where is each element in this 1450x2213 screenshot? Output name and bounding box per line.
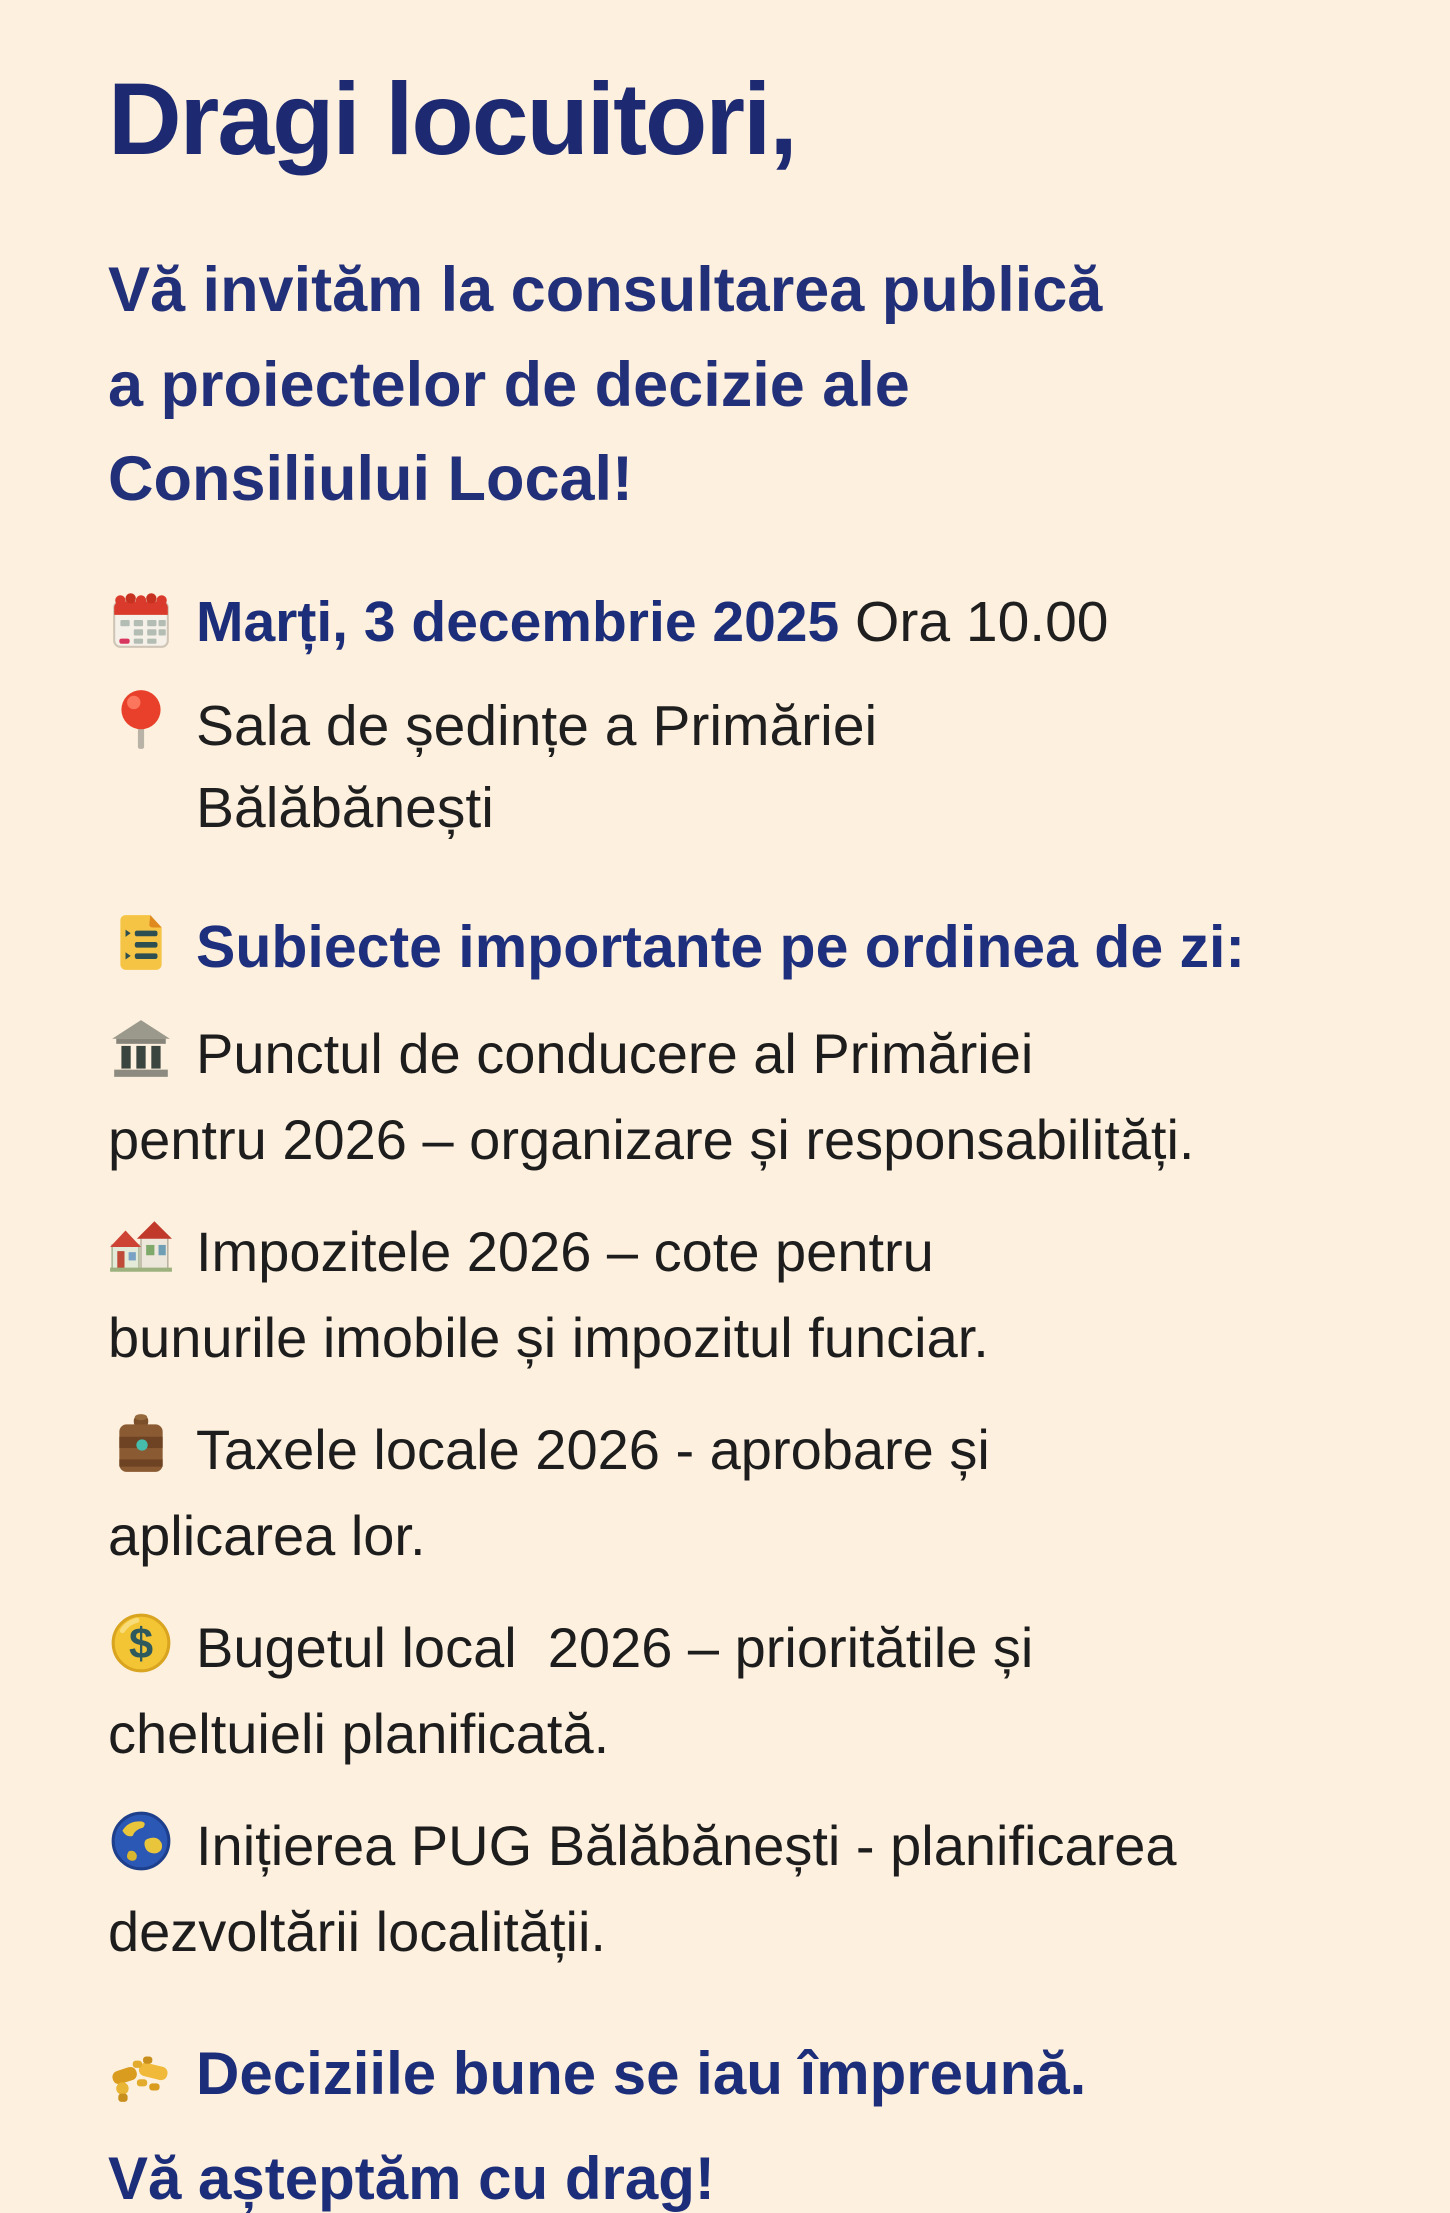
- footer-message: Deciziile bune se iau împreună.: [196, 2039, 1087, 2107]
- agenda-item: [108, 1014, 1380, 1180]
- footer: [108, 2038, 1380, 2213]
- agenda-item-text-cont: bunurile imobile și impozitul funciar.: [108, 1305, 989, 1369]
- agenda-item-text: Impozitele 2026 – cote pentru: [196, 1219, 934, 1283]
- location-line-1: Sala de ședințe a Primăriei: [196, 693, 878, 758]
- location-line-2: Bălăbănești: [196, 776, 494, 841]
- footer-closing: Vă așteptăm cu drag!: [108, 2144, 715, 2212]
- event-time: Ora 10.00: [839, 589, 1109, 654]
- agenda-header: [108, 914, 1380, 982]
- handshake-icon: [108, 2040, 174, 2106]
- intro-line-1: Vă invităm la consultarea publică: [108, 255, 1103, 326]
- footer-line-1-row: [108, 2038, 1380, 2110]
- agenda-item-text-cont: dezvoltării localității.: [108, 1899, 606, 1963]
- calendar-icon: [108, 587, 174, 653]
- agenda-item-text: Inițierea PUG Bălăbănești - planificarea: [196, 1813, 1177, 1877]
- event-location-text: [196, 685, 877, 850]
- agenda-header-label: Subiecte importante pe ordinea de zi:: [196, 913, 1246, 980]
- svg-text:$: $: [128, 1620, 154, 1669]
- event-date: Marți, 3 decembrie 2025: [196, 589, 840, 654]
- page-title: Dragi locuitori,: [108, 62, 796, 176]
- pushpin-icon: [108, 687, 174, 753]
- briefcase-icon: [108, 1412, 174, 1478]
- event-date-text: [196, 585, 1109, 659]
- houses-icon: [108, 1214, 174, 1280]
- intro-paragraph: [108, 243, 1380, 527]
- agenda-item-text-cont: cheltuieli planificată.: [108, 1701, 610, 1765]
- agenda-item: [108, 1212, 1380, 1378]
- agenda-item: [108, 1608, 1380, 1774]
- agenda-item-text-cont: pentru 2026 – organizare și responsabilități.: [108, 1107, 1195, 1171]
- dollar-coin-icon: [108, 1610, 174, 1676]
- agenda-item-text-cont: aplicarea lor.: [108, 1503, 426, 1567]
- intro-line-3: Consiliului Local!: [108, 444, 634, 515]
- bank-building-icon: [108, 1016, 174, 1082]
- agenda-item: [108, 1806, 1380, 1972]
- agenda-item-text: Punctul de conducere al Primăriei: [196, 1021, 1034, 1085]
- document-list-icon: [108, 910, 174, 976]
- event-date-row: [108, 585, 1380, 659]
- intro-line-2: a proiectelor de decizie ale: [108, 349, 910, 420]
- agenda-item: [108, 1410, 1380, 1576]
- globe-icon: [108, 1808, 174, 1874]
- agenda-item-text: Taxele locale 2026 - aprobare și: [196, 1417, 990, 1481]
- agenda-item-text: Bugetul local 2026 – prioritătile și: [196, 1615, 1034, 1679]
- event-location-row: [108, 685, 1380, 850]
